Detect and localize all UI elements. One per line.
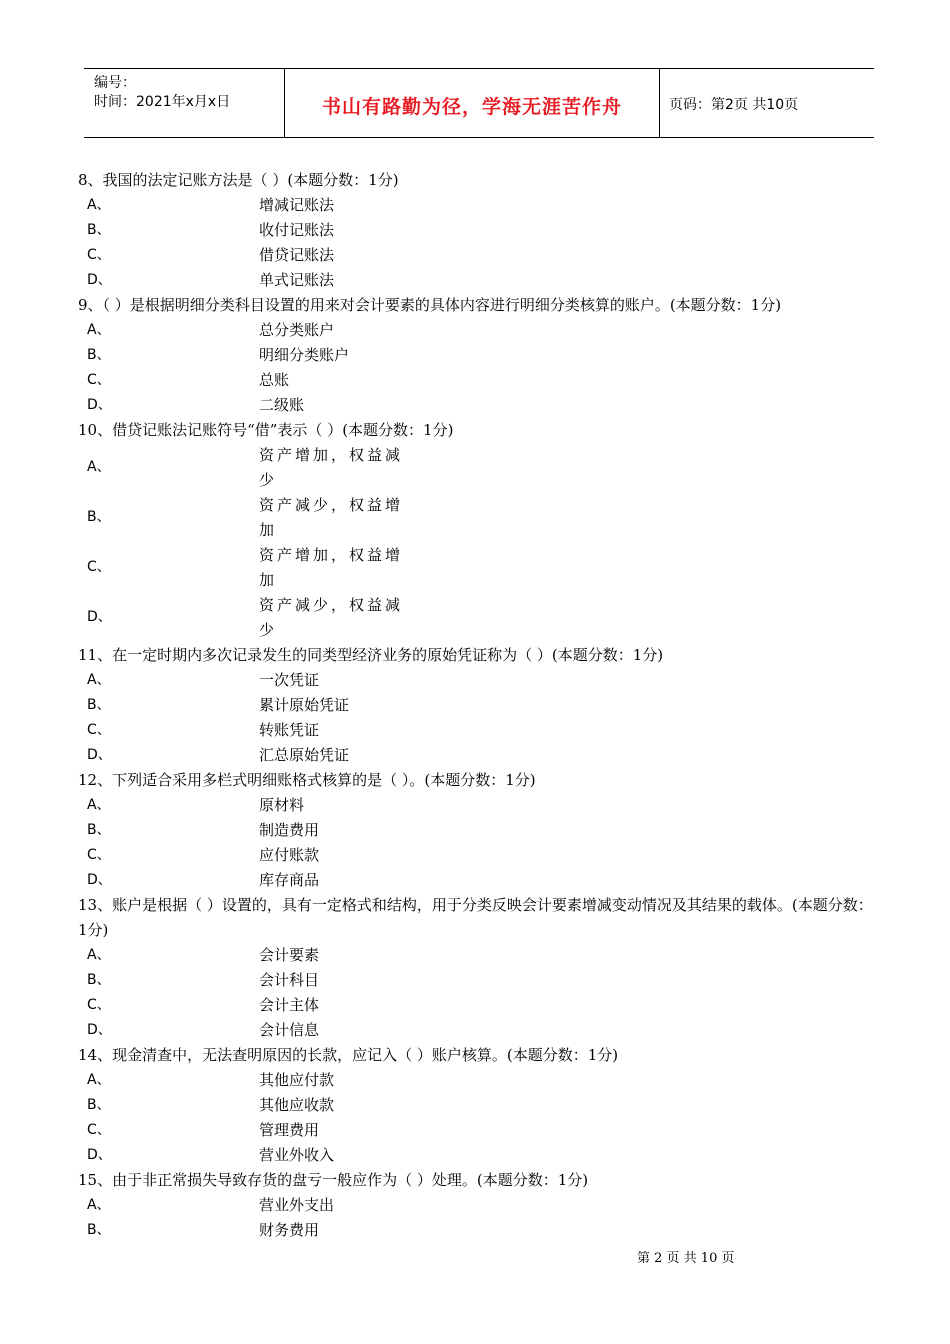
option-label: A、: [87, 459, 111, 475]
option-row: [78, 968, 878, 993]
option-text: 资产增加，权益增加: [259, 546, 404, 589]
option-row: [78, 543, 878, 593]
option-text: 会计科目: [259, 971, 320, 989]
option-text: 会计主体: [259, 996, 320, 1014]
option-label: B、: [87, 222, 111, 238]
option-text: 资产增加，权益减少: [259, 446, 404, 489]
option-row: [78, 193, 878, 218]
option-text: 累计原始凭证: [259, 696, 350, 714]
option-label: D、: [87, 272, 112, 288]
motto-text: 书山有路勤为径，学海无涯苦作舟: [321, 96, 622, 118]
option-row: [78, 493, 878, 543]
question-text: 10、借贷记账法记账符号“借”表示（ ）(本题分数：1分): [78, 421, 454, 439]
option-text: 转账凭证: [259, 721, 320, 739]
option-row: [78, 693, 878, 718]
option-row: [78, 1218, 878, 1243]
serial-label: 编号：: [94, 75, 136, 91]
page-footer: 第 2 页 共 10 页: [637, 1251, 735, 1266]
option-label: B、: [87, 697, 111, 713]
option-row: [78, 1068, 878, 1093]
option-label: C、: [87, 1122, 111, 1138]
option-row: [78, 318, 878, 343]
question-text: 9、（ ）是根据明细分类科目设置的用来对会计要素的具体内容进行明细分类核算的账户。(本题分数：1分): [78, 296, 782, 314]
option-label: B、: [87, 822, 111, 838]
option-row: [78, 718, 878, 743]
option-label: B、: [87, 972, 111, 988]
option-label: C、: [87, 559, 111, 575]
page-header: [84, 68, 874, 138]
option-row: [78, 443, 878, 493]
option-text: 收付记账法: [259, 221, 335, 239]
option-row: [78, 268, 878, 293]
option-label: D、: [87, 1022, 112, 1038]
option-text: 会计要素: [259, 946, 320, 964]
option-label: C、: [87, 847, 111, 863]
option-row: [78, 793, 878, 818]
option-row: [78, 1018, 878, 1043]
option-text: 其他应收款: [259, 1096, 335, 1114]
option-text: 单式记账法: [259, 271, 335, 289]
option-label: A、: [87, 322, 111, 338]
option-row: [78, 343, 878, 368]
option-row: [78, 593, 878, 643]
question-text: 15、由于非正常损失导致存货的盘亏一般应作为（ ）处理。(本题分数：1分): [78, 1171, 589, 1189]
option-text: 汇总原始凭证: [259, 746, 350, 764]
option-row: [78, 818, 878, 843]
question-text: 12、下列适合采用多栏式明细账格式核算的是（ ）。(本题分数：1分): [78, 771, 536, 789]
page-info: 页码：第2页 共10页: [669, 97, 799, 113]
date-line: 时间：2021年x月x日: [94, 94, 231, 110]
option-text: 应付账款: [259, 846, 320, 864]
option-row: [78, 1118, 878, 1143]
option-row: [78, 1143, 878, 1168]
option-row: [78, 668, 878, 693]
header-left-cell: [84, 69, 284, 137]
question-text: 8、我国的法定记账方法是（ ）(本题分数：1分): [78, 171, 399, 189]
option-text: 库存商品: [259, 871, 320, 889]
option-label: C、: [87, 997, 111, 1013]
option-label: D、: [87, 1147, 112, 1163]
option-label: A、: [87, 1197, 111, 1213]
option-label: B、: [87, 1222, 111, 1238]
option-label: A、: [87, 797, 111, 813]
option-text: 资产减少，权益减少: [259, 596, 404, 639]
option-row: [78, 1093, 878, 1118]
option-label: A、: [87, 672, 111, 688]
option-label: A、: [87, 947, 111, 963]
option-row: [78, 743, 878, 768]
option-row: [78, 868, 878, 893]
option-label: A、: [87, 1072, 111, 1088]
option-row: [78, 843, 878, 868]
option-text: 总账: [259, 371, 290, 389]
option-text: 制造费用: [259, 821, 320, 839]
option-label: C、: [87, 247, 111, 263]
option-text: 营业外收入: [259, 1146, 335, 1164]
option-label: D、: [87, 397, 112, 413]
option-text: 借贷记账法: [259, 246, 335, 264]
option-row: [78, 368, 878, 393]
option-text: 营业外支出: [259, 1196, 335, 1214]
question-text: 11、在一定时期内多次记录发生的同类型经济业务的原始凭证称为（ ）(本题分数：1分): [78, 646, 664, 664]
option-label: B、: [87, 347, 111, 363]
option-text: 总分类账户: [259, 321, 335, 339]
header-right-cell: [659, 69, 874, 137]
option-label: A、: [87, 197, 111, 213]
option-label: C、: [87, 372, 111, 388]
option-row: [78, 993, 878, 1018]
option-text: 会计信息: [259, 1021, 320, 1039]
option-row: [78, 243, 878, 268]
option-text: 原材料: [259, 796, 305, 814]
option-label: D、: [87, 747, 112, 763]
question-list: [78, 168, 878, 1243]
option-row: [78, 393, 878, 418]
option-label: B、: [87, 509, 111, 525]
option-label: B、: [87, 1097, 111, 1113]
option-row: [78, 1193, 878, 1218]
option-text: 增减记账法: [259, 196, 335, 214]
option-text: 一次凭证: [259, 671, 320, 689]
option-row: [78, 943, 878, 968]
option-text: 管理费用: [259, 1121, 320, 1139]
option-text: 其他应付款: [259, 1071, 335, 1089]
header-motto-cell: [284, 69, 660, 137]
option-text: 明细分类账户: [259, 346, 350, 364]
option-text: 二级账: [259, 396, 305, 414]
option-text: 资产减少，权益增加: [259, 496, 404, 539]
option-label: C、: [87, 722, 111, 738]
option-row: [78, 218, 878, 243]
option-label: D、: [87, 609, 112, 625]
option-text: 财务费用: [259, 1221, 320, 1239]
option-label: D、: [87, 872, 112, 888]
question-text: 13、账户是根据（ ）设置的，具有一定格式和结构，用于分类反映会计要素增减变动情况及其结果的载体。(本题分数：1分): [78, 896, 873, 939]
question-text: 14、现金清查中，无法查明原因的长款，应记入（ ）账户核算。(本题分数：1分): [78, 1046, 619, 1064]
